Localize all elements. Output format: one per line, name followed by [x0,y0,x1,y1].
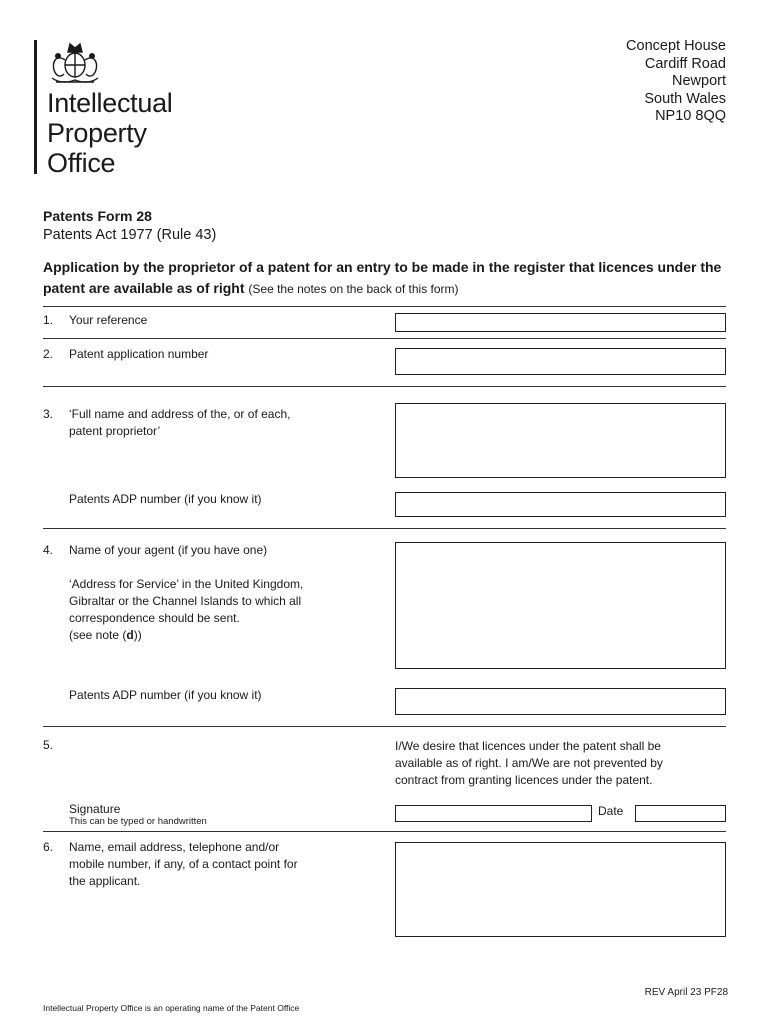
logo-bar [34,40,37,174]
office-name: Intellectual Property Office [47,88,173,178]
q3-number: 3. [43,407,54,421]
q1-label: Your reference [69,313,148,327]
royal-crest-icon [46,38,104,88]
divider [43,726,726,727]
q5-statement: I/We desire that licences under the patent shall be available as of right. I am/We are not prevented by contract from granting licences under the patent. [395,739,663,787]
divider [43,386,726,387]
divider [43,831,726,832]
q2-label: Patent application number [69,347,209,361]
q4-number: 4. [43,543,54,557]
q3-label: ‘Full name and address of the, or of each, patent proprietor’ [69,407,291,438]
form-heading: Application by the proprietor of a patent for an entry to be made in the register that licences under the patent are available as of right (See the notes on the back of this form) [43,259,722,296]
form-act: Patents Act 1977 (Rule 43) [43,227,217,243]
q6-label: Name, email address, telephone and/or mobile number, if any, of a contact point for the applicant. [69,840,298,888]
q5-number: 5. [43,738,54,752]
q4-address-description: ‘Address for Service’ in the United Kingdom, Gibraltar or the Channel Islands to which all correspondence should be sent. (see note (d)) [69,577,304,642]
q6-number: 6. [43,840,54,854]
q2-number: 2. [43,347,54,361]
agent-adp-number-field[interactable] [395,688,726,715]
your-reference-field[interactable] [395,313,726,332]
agent-address-field[interactable] [395,542,726,669]
divider [43,528,726,529]
form-title: Patents Form 28 [43,208,152,224]
date-label: Date [598,804,624,818]
q3-adp-label: Patents ADP number (if you know it) [69,492,262,506]
proprietor-adp-number-field[interactable] [395,492,726,517]
q1-number: 1. [43,313,54,327]
date-field[interactable] [635,805,726,822]
office-address: Concept House Cardiff Road Newport South Wales NP10 8QQ [626,38,726,124]
q4-note: (see note (d)) [69,628,142,642]
contact-point-field[interactable] [395,842,726,937]
signature-field[interactable] [395,805,592,822]
divider [43,338,726,339]
signature-hint: This can be typed or handwritten [69,816,207,827]
signature-label: Signature [69,802,121,816]
revision-code: REV April 23 PF28 [644,987,728,998]
proprietor-name-address-field[interactable] [395,403,726,478]
q4-label: Name of your agent (if you have one) [69,543,268,557]
q4-adp-label: Patents ADP number (if you know it) [69,688,262,702]
divider [43,306,726,307]
footer-note: Intellectual Property Office is an operating name of the Patent Office [43,1003,300,1013]
patent-application-number-field[interactable] [395,348,726,375]
